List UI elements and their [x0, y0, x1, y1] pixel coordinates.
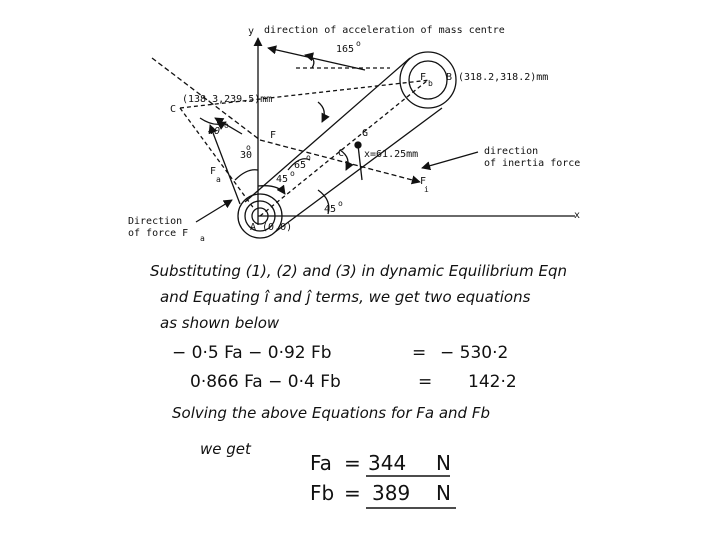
fb-label: F — [420, 72, 427, 83]
text-line-3: as shown below — [160, 314, 280, 332]
equation-1-eq: = — [412, 343, 427, 363]
result-fa-value: 344 — [368, 451, 407, 475]
acceleration-direction-text: direction of acceleration of mass centre — [264, 25, 505, 36]
xg-label: x=61.25mm — [364, 149, 419, 160]
angle-40-degree: o — [224, 121, 229, 130]
xg-dimension-line — [358, 145, 362, 180]
fa-subscript: a — [216, 175, 221, 184]
angle-40-arc — [200, 118, 226, 124]
direction-force-line2: of force F — [128, 228, 189, 239]
angle-30-label: 30 — [240, 150, 253, 161]
fi-subscript: i — [424, 185, 429, 194]
angle-40-label: 40 — [208, 126, 221, 137]
angle-65-degree: o — [306, 153, 311, 162]
angle-165-label: 165 — [336, 44, 355, 55]
explanation-text — [150, 262, 567, 332]
fi-label: F — [420, 176, 427, 187]
g-label: G — [362, 128, 369, 139]
point-c-label: C — [170, 104, 177, 115]
c-small-label: C — [338, 148, 345, 159]
equation-2-lhs: 0·866 Fa − 0·4 Fb — [190, 372, 341, 392]
point-c-coords: (138.3,239.5)mm — [182, 94, 273, 105]
f-label: F — [270, 130, 277, 141]
diagram-labels — [128, 25, 580, 243]
angle-45b-label: 45 — [324, 204, 337, 215]
inertia-direction-line2: of inertia force — [484, 158, 581, 169]
rotation-arrow-1 — [318, 102, 324, 122]
equation-2-eq: = — [418, 372, 433, 392]
result-fa-eq: = — [344, 451, 361, 475]
direction-force-subscript: a — [200, 234, 205, 243]
result-fb-unit: N — [436, 481, 451, 505]
x-axis-label: x — [574, 210, 581, 221]
equations — [172, 343, 517, 392]
y-axis-label: y — [248, 26, 255, 37]
equation-1-rhs: − 530·2 — [440, 343, 509, 363]
fa-label: F — [210, 166, 217, 177]
angle-65-label: 65 — [294, 160, 307, 171]
results — [310, 451, 456, 508]
angle-165-degree: o — [356, 39, 361, 48]
angle-30-degree: o — [246, 143, 251, 152]
equation-1-lhs: − 0·5 Fa − 0·92 Fb — [172, 343, 332, 363]
result-fb-lhs: Fb — [310, 481, 335, 505]
inertia-direction-line1: direction — [484, 146, 539, 157]
equation-2-rhs: 142·2 — [468, 372, 517, 392]
angle-45a-label: 45 — [276, 174, 289, 185]
result-fa-unit: N — [436, 451, 451, 475]
solving-line-2: we get — [200, 440, 251, 458]
angle-45b-degree: o — [338, 199, 343, 208]
direction-force-line1: Direction — [128, 216, 183, 227]
point-a-label: A (0,0) — [250, 222, 293, 233]
fb-subscript: b — [428, 79, 433, 88]
solving-text — [172, 404, 490, 458]
text-line-1: Substituting (1), (2) and (3) in dynamic Equilibrium Eqn — [150, 262, 568, 280]
result-fb-eq: = — [344, 481, 361, 505]
angle-45a-degree: o — [290, 169, 295, 178]
solving-line-1: Solving the above Equations for Fa and Fb — [172, 404, 490, 422]
fa-direction-pointer — [196, 200, 232, 222]
text-line-2: and Equating î and ĵ terms, we get two equations — [160, 288, 531, 306]
point-b-coords: (318.2,318.2)mm — [458, 72, 549, 83]
result-fb-value: 389 — [372, 481, 411, 505]
result-fa-lhs: Fa — [310, 451, 332, 475]
point-b-label: B — [446, 72, 453, 83]
angle-30-arc — [235, 170, 258, 180]
inertia-pointer-arrow — [422, 152, 478, 168]
